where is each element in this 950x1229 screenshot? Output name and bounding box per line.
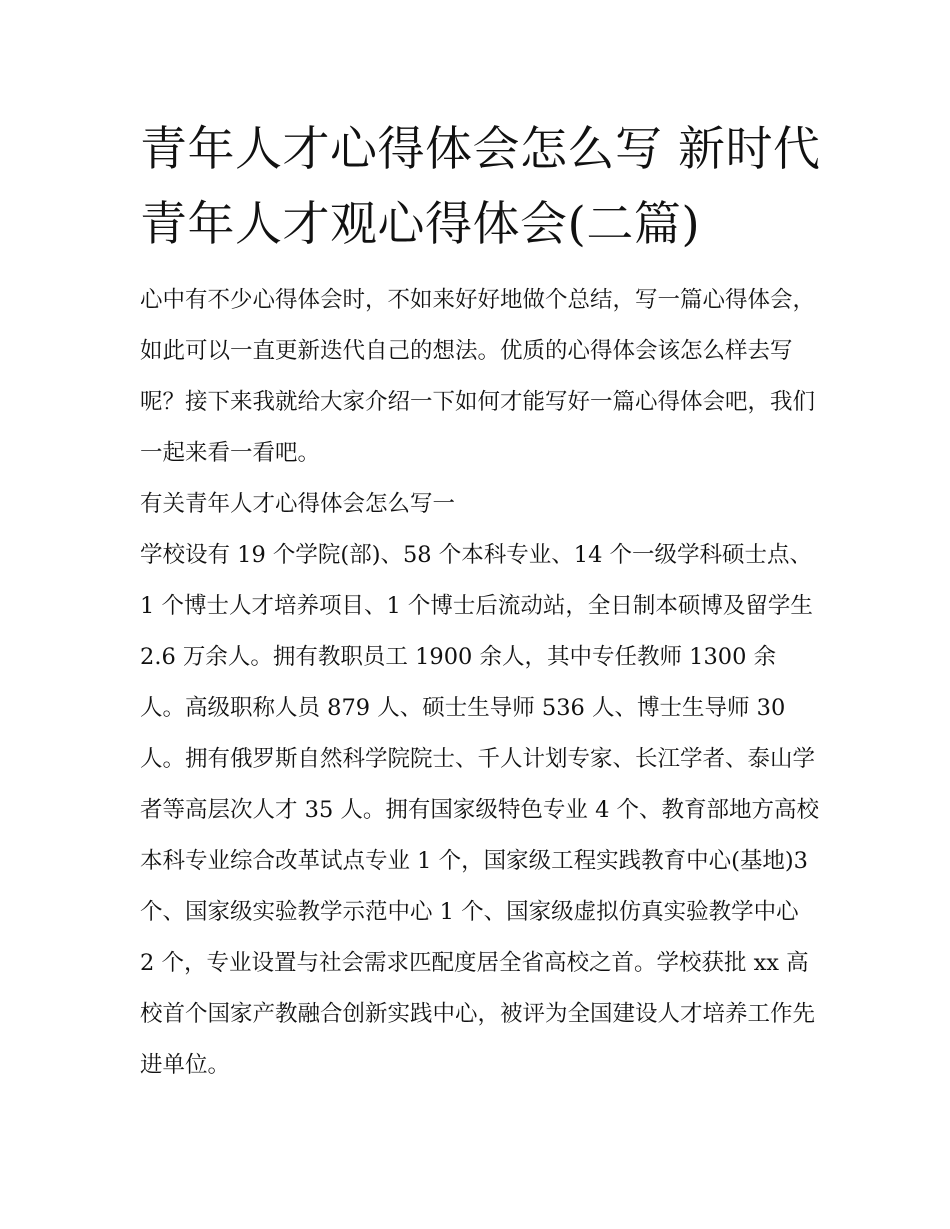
section-body-paragraph: 学校设有 19 个学院(部)、58 个本科专业、14 个一级学科硕士点、1 个博士人才培养项目、1 个博士后流动站，全日制本硕博及留学生 2.6 万余人。拥有教职员工 1900 余人，其中专任教师 1300 余人。高级职称人员 879 人、硕士生导师 536 人、博士生导师 30 人。拥有俄罗斯自然科学院院士、千人计划专家、长江学者、泰山学者等高层次人才 35 人。拥有国家级特色专业 4 个、教育部地方高校本科专业综合改革试点专业 1 个，国家级工程实践教育中心(基地)3 个、国家级实验教学示范中心 1 个、国家级虚拟仿真实验教学中心 2 个，专业设置与社会需求匹配度居全省高校之首。学校获批 xx 高校首个国家产教融合创新实践中心，被评为全国建设人才培养工作先进单位。 [140, 542, 820, 1078]
intro-paragraph: 心中有不少心得体会时，不如来好好地做个总结，写一篇心得体会，如此可以一直更新迭代自己的想法。优质的心得体会该怎么样去写呢？接下来我就给大家介绍一下如何才能写好一篇心得体会吧，我们一起来看一看吧。 [140, 287, 816, 466]
document-title: 青年人才心得体会怎么写 新时代青年人才观心得体会(二篇) [140, 122, 821, 252]
section-heading: 有关青年人才心得体会怎么写一 [140, 491, 456, 517]
